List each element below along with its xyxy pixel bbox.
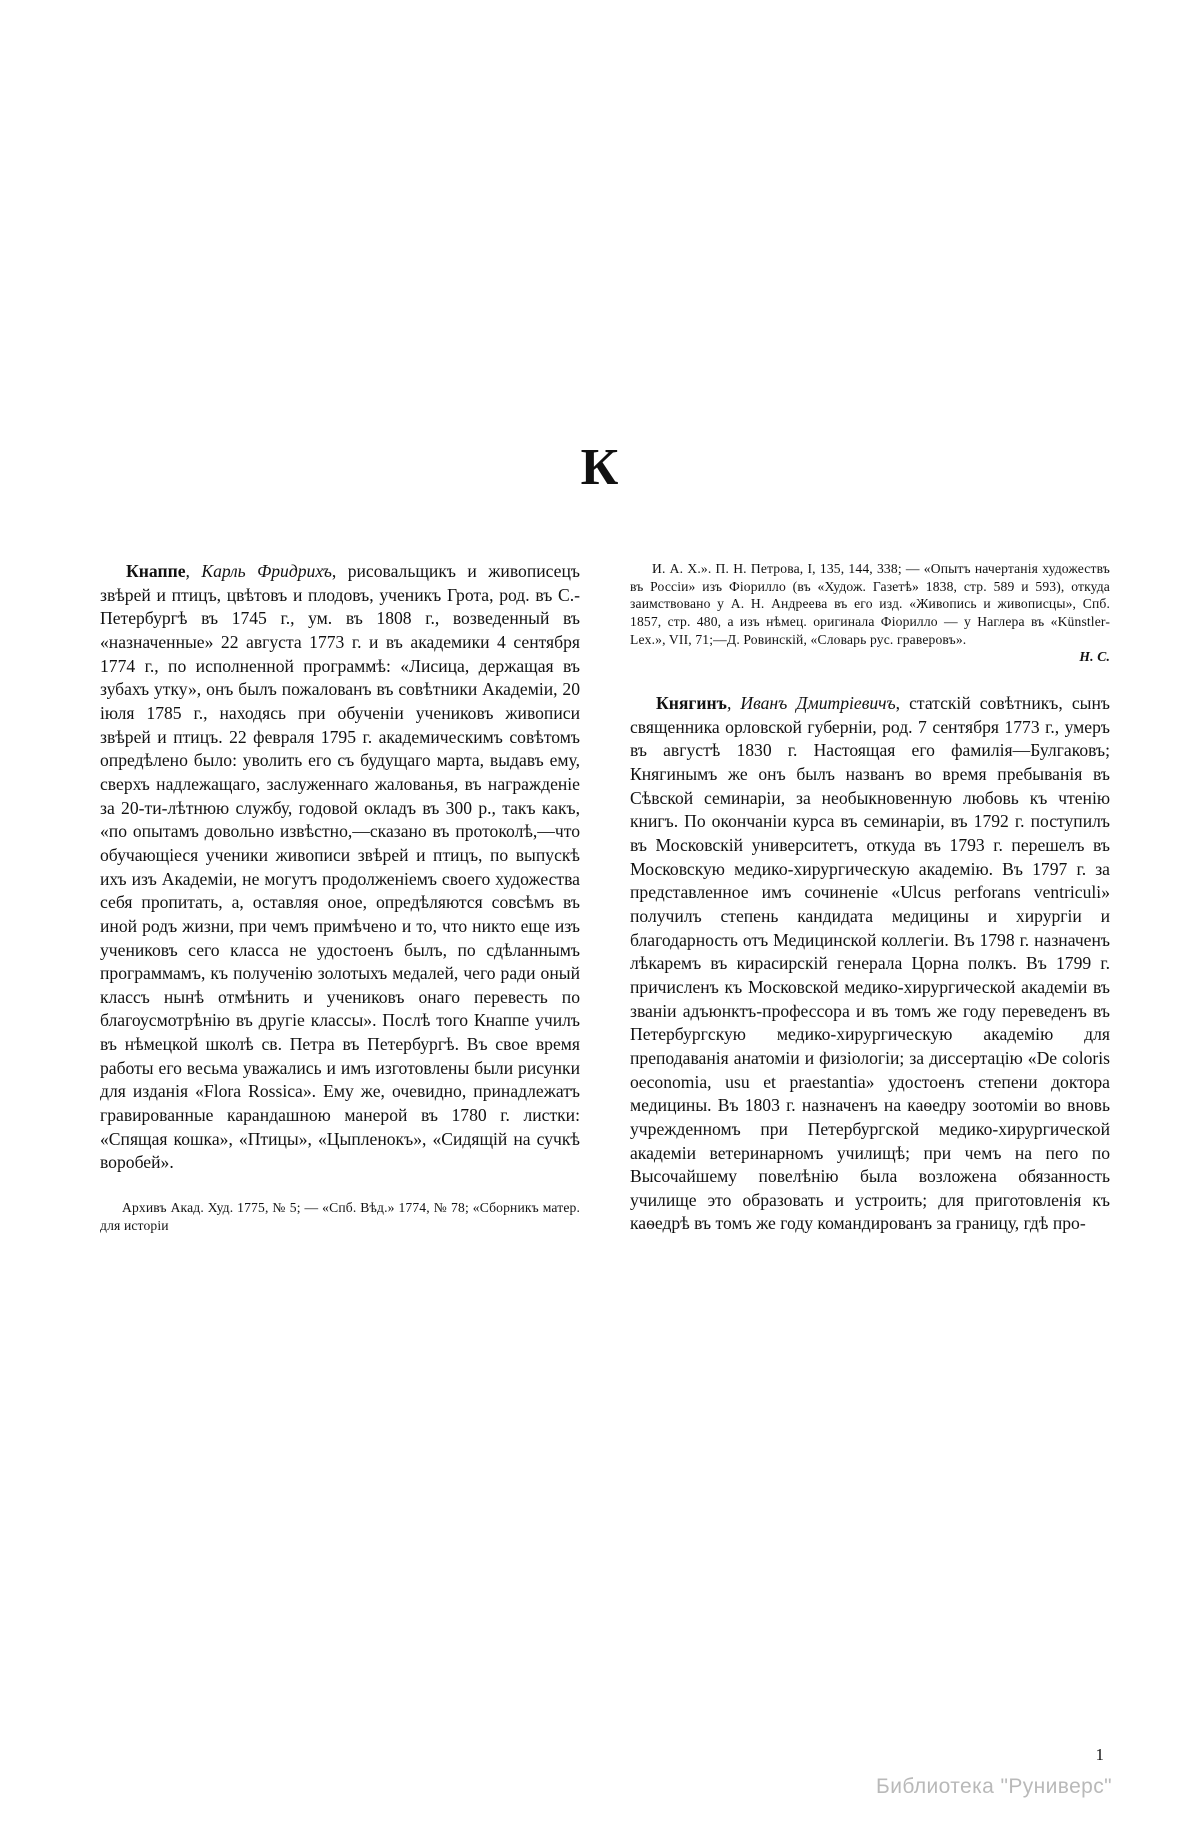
entry-knappe-name: , Карль Фридрихъ: [185, 561, 332, 581]
column-spacer: [630, 666, 1110, 692]
two-column-body: [100, 560, 1110, 1740]
right-column: [630, 560, 1110, 1246]
left-column-references: [100, 1199, 580, 1234]
column-spacer: [100, 1185, 580, 1199]
page-letter-heading: К: [580, 439, 620, 496]
entry-knyagin: [630, 692, 1110, 1236]
right-refs-text: И. А. Х.». П. Н. Петрова, I, 135, 144, 338; — «Опытъ начертанiя художествъ въ Россiи» изъ Фiорилло (въ «Худож. Газетѣ» 1838, стр. 589 и 593), откуда заимствовано у А. Н. Андреева въ его изд. «Живопись и живописцы», Спб. 1857, стр. 480, а изъ нѣмец. оригинала Фiорилло — у Наглера въ «Künstler-Lex.», VII, 71;—Д. Ровинскiй, «Словарь рус. граверовъ».: [630, 561, 1110, 647]
entry-knyagin-headword: Княгинъ: [656, 693, 727, 714]
right-column-references-top: [630, 560, 1110, 666]
entry-knappe: [100, 560, 580, 1175]
entry-knappe-headword: Кнаппе: [126, 561, 186, 581]
entry-knappe-text: , рисовальщикъ и живописецъ звѣрей и птицъ, цвѣтовъ и плодовъ, ученикъ Грота, род. въ С.-Петербургѣ въ 1745 г., ум. въ 1808 г., возведенный въ «назначенные» 22 августа 1773 г. и въ академики 4 сентября 1774 г., по исполненной программѣ: «Лисица, держащая въ зубахъ утку», онъ былъ пожалованъ въ совѣтники Академiи, 20 iюля 1785 г., находясь при обученiи учениковъ живописи звѣрей и птицъ. 22 февраля 1795 г. академическимъ совѣтомъ опредѣлено было: уволить его съ будущаго марта, выдавъ ему, сверхъ надлежащаго, заслуженнаго жалованья, въ награжденiе за 20-ти-лѣтнюю службу, годовой окладъ въ 300 р., такъ какъ, «по опытамъ довольно извѣстно,—сказано въ протоколѣ,—что обучающiеся ученики живописи звѣрей и птицъ, по выпускѣ ихъ изъ Академiи, не могутъ продолженiемъ своего художества себя пропитать, а, оставляя оное, опредѣляются совсѣмъ въ иной родъ жизни, при чемъ примѣчено и то, что никто еще изъ учениковъ сего класса не удостоенъ былъ, по сдѣланнымъ программамъ, къ полученiю золотыхъ медалей, чего ради оный классъ нынѣ отмѣнить и учениковъ онаго перевесть по благоусмотрѣнiю въ другiе классы». Послѣ того Кнаппе училъ въ нѣмецкой школѣ св. Петра въ Петербургѣ. Въ свое время работы его весьма уважались и имъ изготовлены были рисунки для изданiя «Flora Rossica». Ему же, очевидно, принадлежатъ гравированные карандашною манерой въ 1780 г. листки: «Спящая кошка», «Птицы», «Цыпленокъ», «Сидящiй на сучкѣ воробей».: [100, 561, 580, 1173]
left-column: [100, 560, 580, 1234]
library-watermark: Библиотека "Руниверс": [876, 1775, 1112, 1798]
right-refs-signature: Н. С.: [1079, 649, 1110, 665]
page-number: 1: [1095, 1745, 1104, 1764]
entry-knyagin-name: , Иванъ Дмитрiевичъ: [726, 693, 896, 714]
left-refs-text: Архивъ Акад. Худ. 1775, № 5; — «Спб. Вѣд.» 1774, № 78; «Сборникъ матер. для исторiи: [100, 1200, 580, 1233]
entry-knyagin-text: , статскiй совѣтникъ, сынъ священника орловской губернiи, род. 7 сентября 1773 г., умеръ въ августѣ 1830 г. Настоящая его фамилiя—Булгаковъ; Княгинымъ же онъ былъ названъ во время пребыванiя въ Сѣвской семинарiи, за необыкновенную любовь къ чтенiю книгъ. По окончанiи курса въ семинарiи, въ 1792 г. поступилъ въ Московскiй университетъ, откуда въ 1793 г. перешелъ въ Московскую медико-хирургическую академiю. Въ 1797 г. за представленное имъ сочиненiе «Ulcus perforans ventriculi» получилъ степень кандидата медицины и хирургiи и благодарность отъ Медицинской коллегiи. Въ 1798 г. назначенъ лѣкаремъ въ кирасирскiй генерала Цорна полкъ. Въ 1799 г. причисленъ къ Московской медико-хирургической академiи въ званiи адъюнктъ-профессора и въ томъ же году переведенъ въ Петербургскую медико-хирургическую академiю для преподаванiя анатомiи и физiологiи; за диссертацiю «De coloris oeconomia, usu et praestantia» удостоенъ степени доктора медицины. Въ 1803 г. назначенъ на каѳедру зоотомiи во вновь учрежденномъ при Петербургской медико-хирургической академiи ветеринарномъ училищѣ; при чемъ на пего по Высочайшему повелѣнiю была возложена обязанность училище это образовать и устроить; для приготовленiя къ каѳедрѣ въ томъ же году командированъ за границу, гдѣ про-: [630, 693, 1110, 1234]
